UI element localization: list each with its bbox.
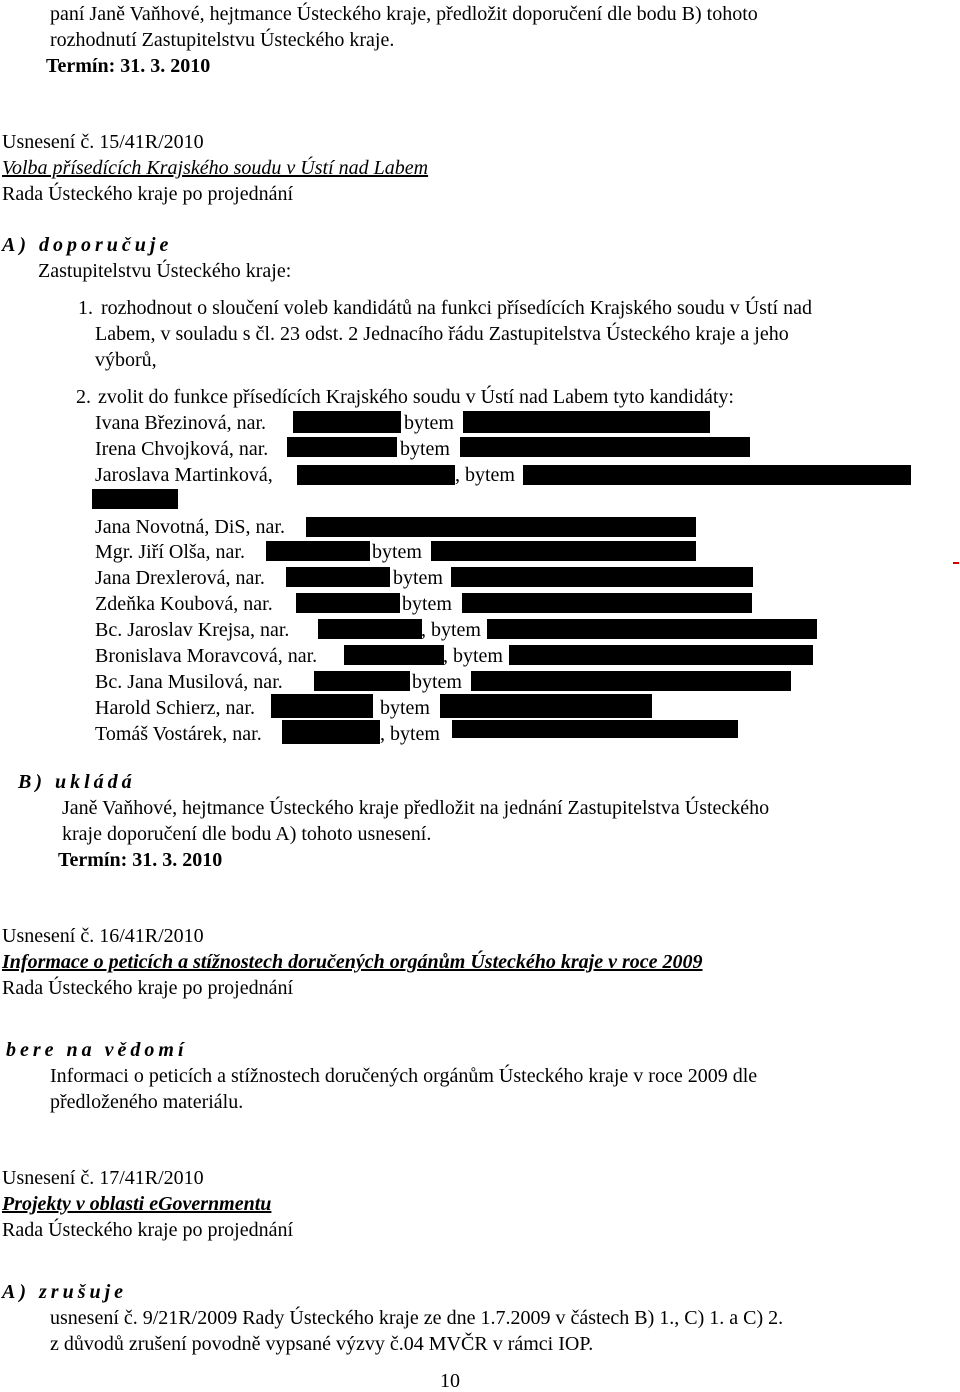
candidate-11-name: Harold Schierz, nar. [95, 697, 255, 719]
redaction-block [266, 541, 370, 561]
redaction-block [282, 720, 380, 744]
candidate-9-name: Bronislava Moravcová, nar. [95, 645, 318, 667]
item-1-line-3: výborů, [95, 349, 157, 371]
candidate-9-bytem: , bytem [443, 645, 503, 667]
redaction-block [296, 593, 400, 613]
intro-termin: Termín: 31. 3. 2010 [46, 55, 211, 77]
candidate-10-name: Bc. Jana Musilová, nar. [95, 671, 283, 693]
redaction-block [92, 489, 178, 509]
candidate-3-bytem: , bytem [455, 464, 515, 486]
candidate-12-bytem: , bytem [380, 723, 440, 745]
resolution-17-preamble: Rada Ústeckého kraje po projednání [2, 1219, 294, 1241]
redaction-block [509, 645, 813, 665]
candidate-7-name: Zdeňka Koubová, nar. [95, 593, 273, 615]
redaction-block [462, 593, 752, 613]
candidate-1-name: Ivana Březinová, nar. [95, 412, 267, 434]
resolution-16-preamble: Rada Ústeckého kraje po projednání [2, 977, 294, 999]
candidate-7-bytem: bytem [402, 593, 452, 615]
redaction-block [460, 437, 750, 457]
redaction-block [440, 694, 652, 718]
redaction-block [431, 541, 696, 561]
margin-mark [953, 562, 959, 564]
redaction-block [293, 411, 401, 433]
redaction-block [487, 619, 817, 639]
resolution-16-number: Usnesení č. 16/41R/2010 [2, 925, 204, 947]
resolution-15-number: Usnesení č. 15/41R/2010 [2, 131, 204, 153]
candidate-2-bytem: bytem [400, 438, 450, 460]
candidate-6-bytem: bytem [393, 567, 443, 589]
resolution-16-title: Informace o peticích a stížnostech doručených orgánům Ústeckého kraje v roce 2009 [2, 951, 703, 973]
item-2-number: 2. [76, 386, 91, 408]
item-2-text: zvolit do funkce přísedících Krajského soudu v Ústí nad Labem tyto kandidáty: [98, 386, 734, 408]
candidate-5-name: Mgr. Jiří Olša, nar. [95, 541, 245, 563]
candidate-5-bytem: bytem [372, 541, 422, 563]
candidate-1-bytem: bytem [404, 412, 454, 434]
candidate-11-bytem: bytem [380, 697, 430, 719]
resolution-17-number: Usnesení č. 17/41R/2010 [2, 1167, 204, 1189]
resolution-16-line-1: Informaci o peticích a stížnostech doručených orgánům Ústeckého kraje v roce 2009 dle [50, 1065, 758, 1087]
redaction-block [306, 517, 696, 537]
redaction-block [297, 465, 455, 485]
section-b-line-2: kraje doporučení dle bodu A) tohoto usnesení. [62, 823, 432, 845]
redaction-block [318, 619, 422, 639]
redaction-block [314, 671, 410, 691]
candidate-4-name: Jana Novotná, DiS, nar. [95, 516, 285, 538]
resolution-15-title: Volba přísedících Krajského soudu v Ústí nad Labem [2, 157, 429, 179]
resolution-15-preamble: Rada Ústeckého kraje po projednání [2, 183, 294, 205]
candidate-8-bytem: , bytem [421, 619, 481, 641]
candidate-12-name: Tomáš Vostárek, nar. [95, 723, 262, 745]
resolution-15-recipient: Zastupitelstvu Ústeckého kraje: [38, 260, 292, 282]
resolution-15-section-b-label: B) ukládá [18, 771, 136, 793]
page-number: 10 [440, 1370, 460, 1392]
resolution-17-line-1: usnesení č. 9/21R/2009 Rady Ústeckého kraje ze dne 1.7.2009 v částech B) 1., C) 1. a C) 2. [50, 1307, 784, 1329]
redaction-block [463, 411, 710, 433]
item-1-number: 1. [78, 297, 93, 319]
redaction-block [471, 671, 791, 691]
redaction-block [452, 720, 738, 738]
resolution-15-section-a-label: A) doporučuje [2, 234, 173, 256]
item-1-line-1: rozhodnout o sloučení voleb kandidátů na funkci přísedících Krajského soudu v Ústí nad [101, 297, 812, 319]
redaction-block [286, 567, 390, 587]
intro-line-2: rozhodnutí Zastupitelstvu Ústeckého kraje. [50, 29, 395, 51]
redaction-block [451, 567, 753, 587]
candidate-3-name: Jaroslava Martinková, [95, 464, 273, 486]
resolution-16-line-2: předloženého materiálu. [50, 1091, 244, 1113]
item-1-line-2: Labem, v souladu s čl. 23 odst. 2 Jednacího řádu Zastupitelstva Ústeckého kraje a jeho [95, 323, 789, 345]
resolution-17-line-2: z důvodů zrušení povodně vypsané výzvy č.04 MVČR v rámci IOP. [50, 1333, 594, 1355]
intro-line-1: paní Janě Vaňhové, hejtmance Ústeckého kraje, předložit doporučení dle bodu B) tohoto [50, 3, 758, 25]
resolution-16-label: bere na vědomí [6, 1039, 188, 1061]
redaction-block [287, 437, 397, 457]
candidate-10-bytem: bytem [412, 671, 462, 693]
redaction-block [344, 645, 444, 665]
candidate-2-name: Irena Chvojková, nar. [95, 438, 269, 460]
redaction-block [523, 465, 911, 485]
section-b-line-1: Janě Vaňhové, hejtmance Ústeckého kraje předložit na jednání Zastupitelstva Ústeckého [62, 797, 770, 819]
candidate-6-name: Jana Drexlerová, nar. [95, 567, 265, 589]
resolution-17-title: Projekty v oblasti eGovernmentu [2, 1193, 272, 1215]
section-b-termin: Termín: 31. 3. 2010 [58, 849, 223, 871]
resolution-17-label: A) zrušuje [2, 1281, 128, 1303]
redaction-block [271, 694, 373, 718]
candidate-8-name: Bc. Jaroslav Krejsa, nar. [95, 619, 290, 641]
